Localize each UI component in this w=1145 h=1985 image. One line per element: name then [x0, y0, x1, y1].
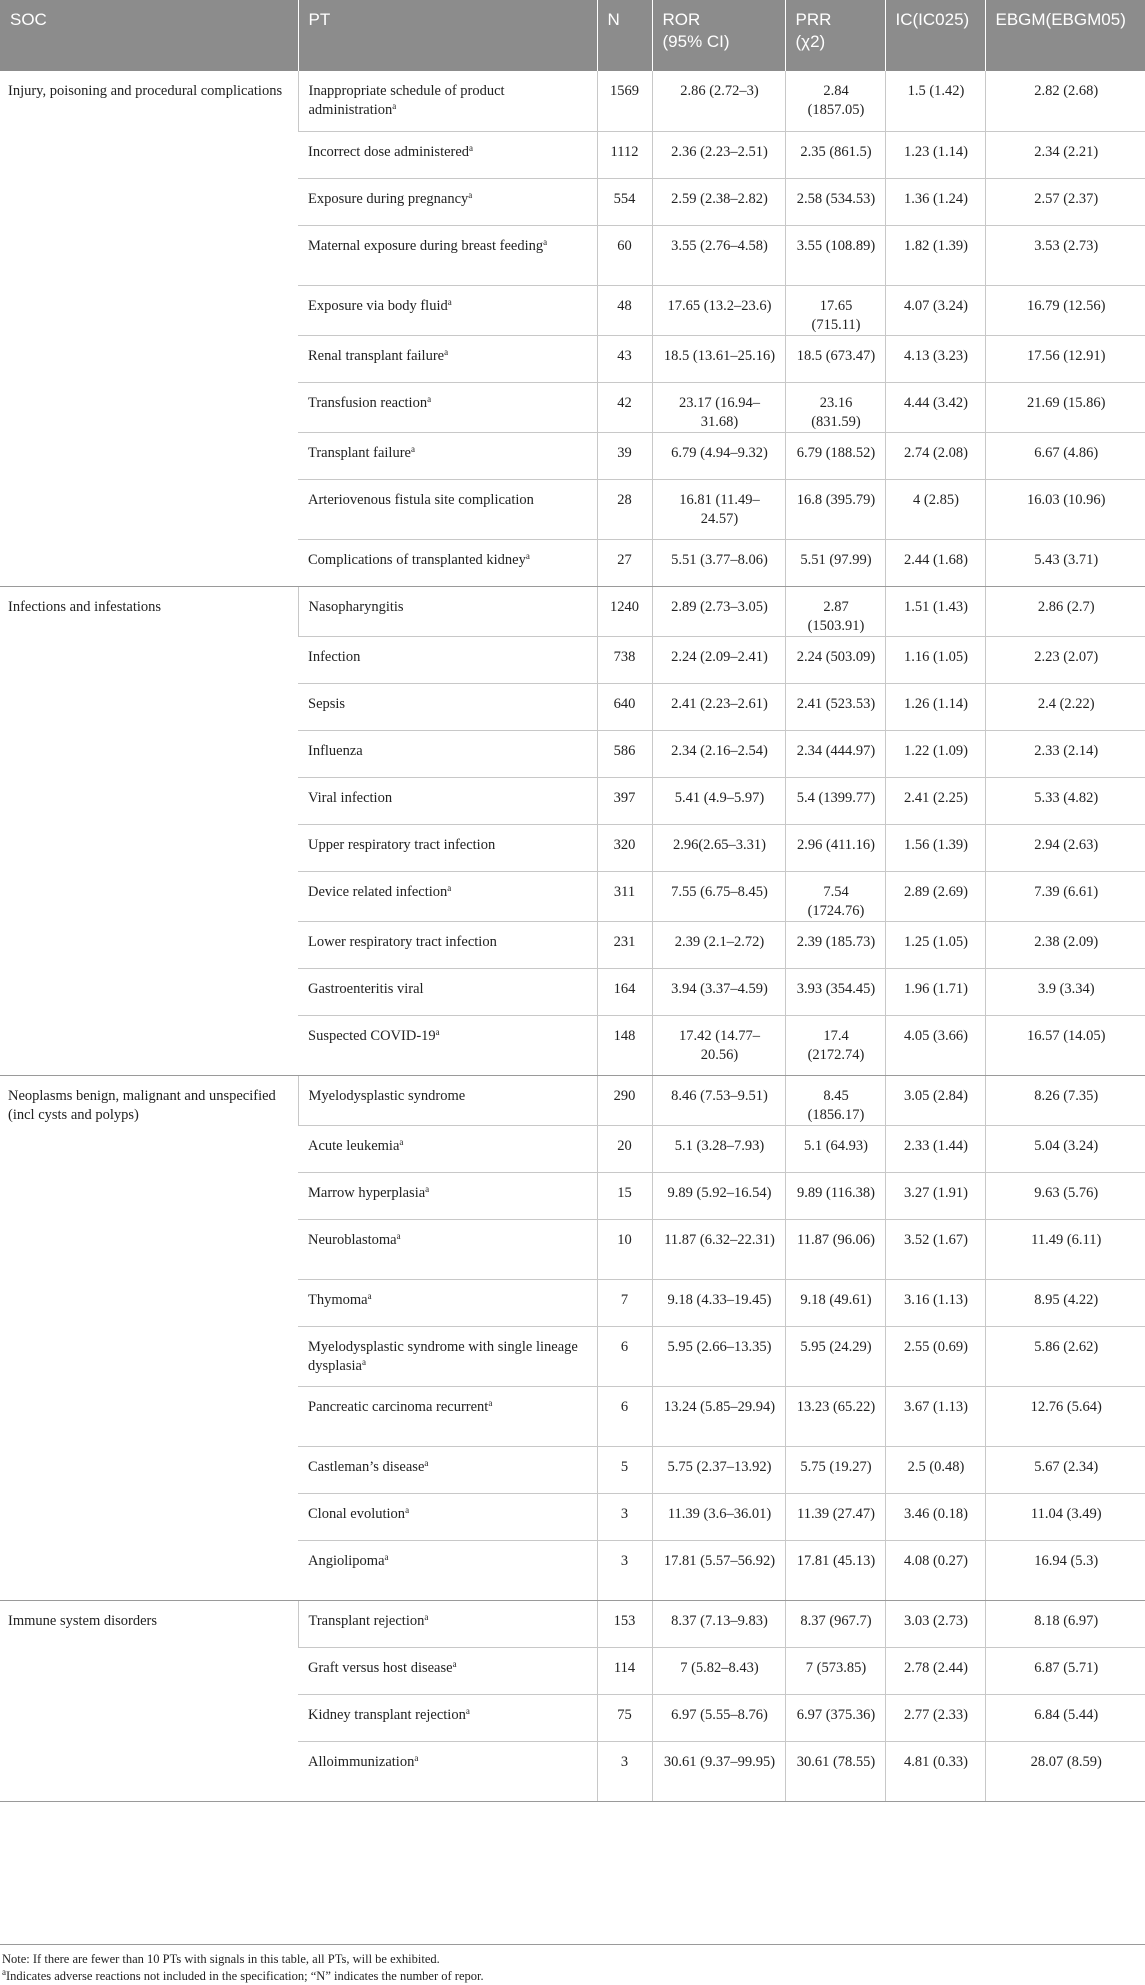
n-cell: 1569	[597, 71, 652, 131]
ic-cell: 4.81 (0.33)	[885, 1741, 985, 1801]
pt-name: Incorrect dose administered	[308, 143, 470, 160]
ic-cell: 2.77 (2.33)	[885, 1694, 985, 1741]
prr-cell: 3.93 (354.45)	[785, 968, 885, 1015]
n-cell: 738	[597, 636, 652, 683]
ror-cell: 2.86 (2.72–3)	[652, 71, 785, 131]
table-row	[0, 1600, 1145, 1647]
prr-cell: 5.51 (97.99)	[785, 539, 885, 586]
ebgm-cell: 2.23 (2.07)	[985, 636, 1145, 683]
n-cell: 28	[597, 479, 652, 539]
pt-cell	[298, 1125, 597, 1172]
n-cell: 48	[597, 285, 652, 335]
pt-cell	[298, 824, 597, 871]
ic-cell: 1.51 (1.43)	[885, 586, 985, 636]
ror-cell: 2.89 (2.73–3.05)	[652, 586, 785, 636]
ebgm-cell: 16.94 (5.3)	[985, 1540, 1145, 1600]
pt-name: Influenza	[308, 742, 363, 759]
prr-cell: 13.23 (65.22)	[785, 1386, 885, 1446]
prr-cell: 5.75 (19.27)	[785, 1446, 885, 1493]
pt-cell	[298, 1172, 597, 1219]
pt-name: Upper respiratory tract infection	[308, 836, 496, 853]
ic-cell: 1.96 (1.71)	[885, 968, 985, 1015]
ebgm-cell: 8.18 (6.97)	[985, 1600, 1145, 1647]
n-cell: 60	[597, 225, 652, 285]
pt-cell	[298, 1015, 597, 1075]
n-cell: 153	[597, 1600, 652, 1647]
footnote-marker: a	[468, 189, 473, 200]
prr-cell: 5.95 (24.29)	[785, 1326, 885, 1386]
pt-name: Exposure during pregnancy	[308, 190, 469, 207]
prr-cell: 2.87 (1503.91)	[785, 586, 885, 636]
ebgm-cell: 2.38 (2.09)	[985, 921, 1145, 968]
ic-cell: 2.5 (0.48)	[885, 1446, 985, 1493]
ebgm-cell: 2.34 (2.21)	[985, 131, 1145, 178]
pt-cell	[298, 479, 597, 539]
ic-cell: 3.05 (2.84)	[885, 1075, 985, 1125]
ebgm-cell: 2.33 (2.14)	[985, 730, 1145, 777]
footnote-marker: a	[410, 443, 415, 454]
pt-name: Marrow hyperplasia	[308, 1184, 426, 1201]
prr-cell: 7 (573.85)	[785, 1647, 885, 1694]
footnote-marker: a	[424, 1611, 429, 1622]
pt-cell	[298, 225, 597, 285]
pt-name: Transplant rejection	[308, 1612, 425, 1629]
pt-cell	[298, 1647, 597, 1694]
ror-cell: 8.46 (7.53–9.51)	[652, 1075, 785, 1125]
prr-cell: 17.4 (2172.74)	[785, 1015, 885, 1075]
prr-cell: 23.16 (831.59)	[785, 382, 885, 432]
ic-cell: 4.44 (3.42)	[885, 382, 985, 432]
prr-cell: 2.39 (185.73)	[785, 921, 885, 968]
pt-cell	[298, 1386, 597, 1446]
pt-cell	[298, 1493, 597, 1540]
ic-cell: 3.46 (0.18)	[885, 1493, 985, 1540]
pt-name: Renal transplant failure	[308, 347, 445, 364]
pt-name: Lower respiratory tract infection	[308, 933, 497, 950]
footnote-a	[0, 1968, 1145, 1985]
prr-cell: 2.41 (523.53)	[785, 683, 885, 730]
ebgm-cell: 7.39 (6.61)	[985, 871, 1145, 921]
pt-cell	[298, 683, 597, 730]
n-cell: 42	[597, 382, 652, 432]
pt-cell	[298, 539, 597, 586]
n-cell: 320	[597, 824, 652, 871]
soc-cell: Injury, poisoning and procedural complications	[0, 71, 298, 586]
footnote-marker: a	[414, 1752, 419, 1763]
footnote-marker: a	[543, 236, 548, 247]
prr-cell: 5.1 (64.93)	[785, 1125, 885, 1172]
footnote-marker: a	[444, 346, 449, 357]
pt-cell	[298, 1540, 597, 1600]
footnote-marker: a	[384, 1551, 389, 1562]
n-cell: 1240	[597, 586, 652, 636]
ror-cell: 23.17 (16.94–31.68)	[652, 382, 785, 432]
pt-name: Kidney transplant rejection	[308, 1706, 466, 1723]
n-cell: 290	[597, 1075, 652, 1125]
pt-cell	[298, 921, 597, 968]
n-cell: 3	[597, 1540, 652, 1600]
ror-cell: 9.89 (5.92–16.54)	[652, 1172, 785, 1219]
pt-name: Sepsis	[308, 695, 346, 712]
ror-cell: 2.59 (2.38–2.82)	[652, 178, 785, 225]
ebgm-cell: 2.82 (2.68)	[985, 71, 1145, 131]
footnote-marker: a	[469, 142, 474, 153]
n-cell: 20	[597, 1125, 652, 1172]
ic-cell: 1.16 (1.05)	[885, 636, 985, 683]
ic-cell: 2.44 (1.68)	[885, 539, 985, 586]
pt-name: Myelodysplastic syndrome	[308, 1087, 466, 1104]
header-ror: ROR (95% CI)	[652, 0, 785, 71]
ror-cell: 5.95 (2.66–13.35)	[652, 1326, 785, 1386]
footnote-marker: a	[361, 1356, 366, 1367]
ebgm-cell: 5.43 (3.71)	[985, 539, 1145, 586]
pt-cell	[298, 1075, 597, 1125]
n-cell: 7	[597, 1279, 652, 1326]
ic-cell: 2.41 (2.25)	[885, 777, 985, 824]
ebgm-cell: 8.95 (4.22)	[985, 1279, 1145, 1326]
ebgm-cell: 16.79 (12.56)	[985, 285, 1145, 335]
ebgm-cell: 2.4 (2.22)	[985, 683, 1145, 730]
footnote-a-marker: a	[2, 1967, 6, 1977]
footnote-marker: a	[427, 393, 432, 404]
prr-cell: 6.97 (375.36)	[785, 1694, 885, 1741]
prr-cell: 6.79 (188.52)	[785, 432, 885, 479]
ebgm-cell: 5.67 (2.34)	[985, 1446, 1145, 1493]
ebgm-cell: 6.87 (5.71)	[985, 1647, 1145, 1694]
table-row	[0, 586, 1145, 636]
table-row	[0, 1075, 1145, 1125]
n-cell: 5	[597, 1446, 652, 1493]
pt-cell	[298, 1741, 597, 1801]
pt-name: Angiolipoma	[308, 1552, 385, 1569]
ror-cell: 18.5 (13.61–25.16)	[652, 335, 785, 382]
prr-cell: 2.84 (1857.05)	[785, 71, 885, 131]
footnote-marker: a	[525, 550, 530, 561]
ror-cell: 11.87 (6.32–22.31)	[652, 1219, 785, 1279]
ic-cell: 2.89 (2.69)	[885, 871, 985, 921]
ebgm-cell: 9.63 (5.76)	[985, 1172, 1145, 1219]
n-cell: 43	[597, 335, 652, 382]
pt-cell	[298, 871, 597, 921]
prr-cell: 2.96 (411.16)	[785, 824, 885, 871]
header-row	[0, 0, 1145, 71]
prr-cell: 18.5 (673.47)	[785, 335, 885, 382]
n-cell: 114	[597, 1647, 652, 1694]
footnote-marker: a	[447, 296, 452, 307]
n-cell: 231	[597, 921, 652, 968]
ror-cell: 5.41 (4.9–5.97)	[652, 777, 785, 824]
ebgm-cell: 3.9 (3.34)	[985, 968, 1145, 1015]
n-cell: 39	[597, 432, 652, 479]
ebgm-cell: 5.86 (2.62)	[985, 1326, 1145, 1386]
n-cell: 554	[597, 178, 652, 225]
pt-name: Transfusion reaction	[308, 394, 428, 411]
ror-cell: 2.36 (2.23–2.51)	[652, 131, 785, 178]
ror-cell: 6.79 (4.94–9.32)	[652, 432, 785, 479]
n-cell: 164	[597, 968, 652, 1015]
pt-name: Viral infection	[308, 789, 393, 806]
pt-name: Thymoma	[308, 1291, 368, 1308]
header-pt: PT	[298, 0, 597, 71]
ebgm-cell: 11.49 (6.11)	[985, 1219, 1145, 1279]
header-prr: PRR (χ2)	[785, 0, 885, 71]
ic-cell: 1.36 (1.24)	[885, 178, 985, 225]
ror-cell: 2.41 (2.23–2.61)	[652, 683, 785, 730]
ic-cell: 2.74 (2.08)	[885, 432, 985, 479]
ror-cell: 7.55 (6.75–8.45)	[652, 871, 785, 921]
footnote-marker: a	[447, 882, 452, 893]
pt-cell	[298, 777, 597, 824]
prr-cell: 11.87 (96.06)	[785, 1219, 885, 1279]
pt-cell	[298, 636, 597, 683]
ror-cell: 2.24 (2.09–2.41)	[652, 636, 785, 683]
ic-cell: 1.26 (1.14)	[885, 683, 985, 730]
ic-cell: 1.25 (1.05)	[885, 921, 985, 968]
ebgm-cell: 8.26 (7.35)	[985, 1075, 1145, 1125]
pt-cell	[298, 730, 597, 777]
footnote-marker: a	[435, 1026, 440, 1037]
pt-name: Gastroenteritis viral	[308, 980, 424, 997]
prr-cell: 17.65 (715.11)	[785, 285, 885, 335]
ebgm-cell: 28.07 (8.59)	[985, 1741, 1145, 1801]
prr-cell: 5.4 (1399.77)	[785, 777, 885, 824]
pt-name: Maternal exposure during breast feeding	[308, 237, 544, 254]
pt-cell	[298, 285, 597, 335]
ror-cell: 5.51 (3.77–8.06)	[652, 539, 785, 586]
pt-cell	[298, 1446, 597, 1493]
n-cell: 3	[597, 1741, 652, 1801]
ic-cell: 2.78 (2.44)	[885, 1647, 985, 1694]
ror-cell: 2.34 (2.16–2.54)	[652, 730, 785, 777]
pt-name: Myelodysplastic syndrome with single lineage dysplasia	[308, 1338, 578, 1374]
header-ebgm: EBGM(EBGM05)	[985, 0, 1145, 71]
prr-cell: 2.58 (534.53)	[785, 178, 885, 225]
n-cell: 640	[597, 683, 652, 730]
ebgm-cell: 16.03 (10.96)	[985, 479, 1145, 539]
ror-cell: 2.96(2.65–3.31)	[652, 824, 785, 871]
ic-cell: 3.27 (1.91)	[885, 1172, 985, 1219]
pt-name: Infection	[308, 648, 361, 665]
pt-name: Exposure via body fluid	[308, 297, 448, 314]
footnote-marker: a	[452, 1658, 457, 1669]
ebgm-cell: 21.69 (15.86)	[985, 382, 1145, 432]
ror-cell: 3.94 (3.37–4.59)	[652, 968, 785, 1015]
ror-cell: 13.24 (5.85–29.94)	[652, 1386, 785, 1446]
ror-cell: 17.65 (13.2–23.6)	[652, 285, 785, 335]
pt-name: Complications of transplanted kidney	[308, 551, 526, 568]
ic-cell: 4 (2.85)	[885, 479, 985, 539]
footnote-marker: a	[465, 1705, 470, 1716]
n-cell: 6	[597, 1326, 652, 1386]
ror-cell: 11.39 (3.6–36.01)	[652, 1493, 785, 1540]
ebgm-cell: 6.67 (4.86)	[985, 432, 1145, 479]
table-header	[0, 0, 1145, 71]
pt-name: Device related infection	[308, 883, 448, 900]
ebgm-cell: 2.94 (2.63)	[985, 824, 1145, 871]
n-cell: 397	[597, 777, 652, 824]
pt-cell	[298, 586, 597, 636]
prr-cell: 8.45 (1856.17)	[785, 1075, 885, 1125]
n-cell: 1112	[597, 131, 652, 178]
footnote-marker: a	[488, 1397, 493, 1408]
ror-cell: 30.61 (9.37–99.95)	[652, 1741, 785, 1801]
table-body	[0, 71, 1145, 1801]
n-cell: 10	[597, 1219, 652, 1279]
ic-cell: 3.03 (2.73)	[885, 1600, 985, 1647]
ic-cell: 2.33 (1.44)	[885, 1125, 985, 1172]
ror-cell: 7 (5.82–8.43)	[652, 1647, 785, 1694]
pt-cell	[298, 968, 597, 1015]
header-ic: IC(IC025)	[885, 0, 985, 71]
soc-cell: Neoplasms benign, malignant and unspecified (incl cysts and polyps)	[0, 1075, 298, 1600]
ebgm-cell: 5.04 (3.24)	[985, 1125, 1145, 1172]
footnote-marker: a	[392, 101, 397, 111]
pt-name: Transplant failure	[308, 444, 411, 461]
ic-cell: 3.67 (1.13)	[885, 1386, 985, 1446]
pt-name: Nasopharyngitis	[308, 598, 404, 615]
n-cell: 148	[597, 1015, 652, 1075]
ebgm-cell: 3.53 (2.73)	[985, 225, 1145, 285]
prr-cell: 11.39 (27.47)	[785, 1493, 885, 1540]
pt-name: Inappropriate schedule of product administration	[308, 83, 505, 118]
pt-cell	[298, 432, 597, 479]
prr-cell: 9.18 (49.61)	[785, 1279, 885, 1326]
n-cell: 15	[597, 1172, 652, 1219]
footnote-a-text: Indicates adverse reactions not included in the specification; “N” indicates the number of repor.	[6, 1969, 484, 1983]
ror-cell: 17.81 (5.57–56.92)	[652, 1540, 785, 1600]
n-cell: 6	[597, 1386, 652, 1446]
table-row	[0, 71, 1145, 131]
n-cell: 3	[597, 1493, 652, 1540]
ebgm-cell: 5.33 (4.82)	[985, 777, 1145, 824]
footnote-note: Note: If there are fewer than 10 PTs with signals in this table, all PTs, will be exhibited.	[2, 1952, 440, 1966]
pt-name: Castleman’s disease	[308, 1458, 425, 1475]
pt-cell	[298, 71, 597, 131]
ic-cell: 2.55 (0.69)	[885, 1326, 985, 1386]
footnote-marker: a	[424, 1457, 429, 1468]
ic-cell: 3.16 (1.13)	[885, 1279, 985, 1326]
ic-cell: 4.08 (0.27)	[885, 1540, 985, 1600]
pt-name: Acute leukemia	[308, 1137, 400, 1154]
ebgm-cell: 16.57 (14.05)	[985, 1015, 1145, 1075]
footnote-marker: a	[399, 1136, 404, 1147]
ror-cell: 6.97 (5.55–8.76)	[652, 1694, 785, 1741]
pt-cell	[298, 1600, 597, 1647]
ror-cell: 17.42 (14.77–20.56)	[652, 1015, 785, 1075]
ebgm-cell: 17.56 (12.91)	[985, 335, 1145, 382]
footnote-marker: a	[425, 1183, 430, 1194]
ebgm-cell: 12.76 (5.64)	[985, 1386, 1145, 1446]
n-cell: 586	[597, 730, 652, 777]
prr-cell: 2.35 (861.5)	[785, 131, 885, 178]
ebgm-cell: 2.57 (2.37)	[985, 178, 1145, 225]
pt-name: Alloimmunization	[308, 1753, 415, 1770]
ebgm-cell: 11.04 (3.49)	[985, 1493, 1145, 1540]
footnote-marker: a	[396, 1230, 401, 1241]
prr-cell: 2.34 (444.97)	[785, 730, 885, 777]
header-n: N	[597, 0, 652, 71]
pt-cell	[298, 131, 597, 178]
pt-name: Suspected COVID-19	[308, 1027, 436, 1044]
footnote-marker: a	[405, 1504, 410, 1515]
table-footnotes	[0, 1944, 1145, 1985]
ic-cell: 3.52 (1.67)	[885, 1219, 985, 1279]
pt-cell	[298, 335, 597, 382]
pt-cell	[298, 1326, 597, 1386]
prr-cell: 7.54 (1724.76)	[785, 871, 885, 921]
ror-cell: 16.81 (11.49–24.57)	[652, 479, 785, 539]
ror-cell: 2.39 (2.1–2.72)	[652, 921, 785, 968]
ic-cell: 1.22 (1.09)	[885, 730, 985, 777]
header-soc: SOC	[0, 0, 298, 71]
pt-name: Arteriovenous fistula site complication	[308, 491, 534, 508]
pt-cell	[298, 1694, 597, 1741]
ic-cell: 4.05 (3.66)	[885, 1015, 985, 1075]
prr-cell: 2.24 (503.09)	[785, 636, 885, 683]
pt-cell	[298, 178, 597, 225]
ic-cell: 1.56 (1.39)	[885, 824, 985, 871]
ebgm-cell: 6.84 (5.44)	[985, 1694, 1145, 1741]
pt-name: Clonal evolution	[308, 1505, 406, 1522]
pt-name: Pancreatic carcinoma recurrent	[308, 1398, 489, 1415]
n-cell: 311	[597, 871, 652, 921]
prr-cell: 30.61 (78.55)	[785, 1741, 885, 1801]
ic-cell: 4.13 (3.23)	[885, 335, 985, 382]
prr-cell: 16.8 (395.79)	[785, 479, 885, 539]
ror-cell: 5.1 (3.28–7.93)	[652, 1125, 785, 1172]
ic-cell: 1.82 (1.39)	[885, 225, 985, 285]
ror-cell: 9.18 (4.33–19.45)	[652, 1279, 785, 1326]
prr-cell: 3.55 (108.89)	[785, 225, 885, 285]
pt-name: Neuroblastoma	[308, 1231, 397, 1248]
pt-cell	[298, 382, 597, 432]
ic-cell: 1.5 (1.42)	[885, 71, 985, 131]
ror-cell: 8.37 (7.13–9.83)	[652, 1600, 785, 1647]
ror-cell: 3.55 (2.76–4.58)	[652, 225, 785, 285]
soc-cell: Infections and infestations	[0, 586, 298, 1075]
prr-cell: 17.81 (45.13)	[785, 1540, 885, 1600]
pt-cell	[298, 1219, 597, 1279]
n-cell: 75	[597, 1694, 652, 1741]
footnote-marker: a	[367, 1290, 372, 1301]
soc-cell: Immune system disorders	[0, 1600, 298, 1801]
pt-cell	[298, 1279, 597, 1326]
ebgm-cell: 2.86 (2.7)	[985, 586, 1145, 636]
prr-cell: 9.89 (116.38)	[785, 1172, 885, 1219]
ic-cell: 1.23 (1.14)	[885, 131, 985, 178]
n-cell: 27	[597, 539, 652, 586]
pt-name: Graft versus host disease	[308, 1659, 453, 1676]
prr-cell: 8.37 (967.7)	[785, 1600, 885, 1647]
ic-cell: 4.07 (3.24)	[885, 285, 985, 335]
ror-cell: 5.75 (2.37–13.92)	[652, 1446, 785, 1493]
